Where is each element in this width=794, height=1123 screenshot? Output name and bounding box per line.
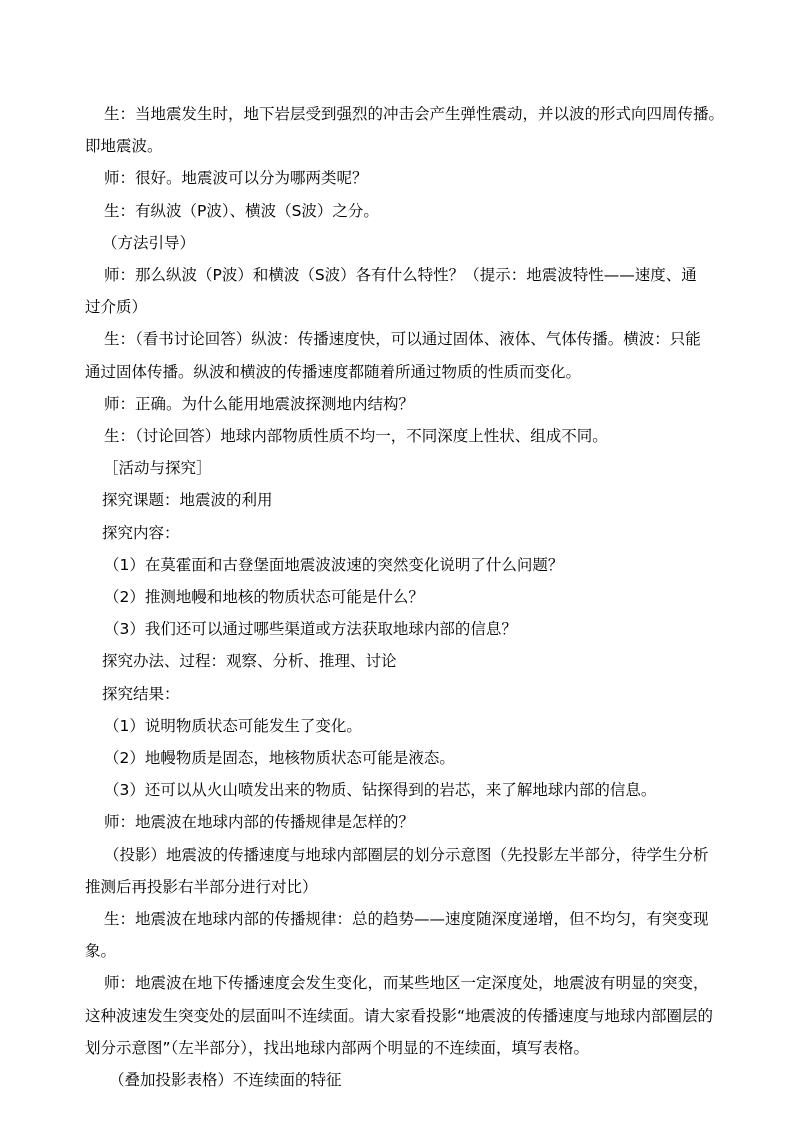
paragraph-24 [109, 1064, 724, 1096]
paragraph-23-line-2: 这种波速发生突变处的层面叫不连续面。请大家看投影“地震波的传播速度与地球内部圈层的 [85, 1006, 714, 1025]
research-result-2: （2）地幔物质是固态，地核物质状态可能是液态。 [104, 749, 455, 768]
paragraph-23 [85, 967, 724, 1064]
research-question-2: （2）推测地幔和地核的物质状态可能是什么？ [104, 588, 424, 607]
paragraph-13 [104, 581, 724, 613]
paragraph-4-text: （方法引导） [102, 233, 196, 252]
paragraph-18 [104, 742, 724, 774]
paragraph-22 [85, 903, 724, 967]
paragraph-11 [102, 517, 724, 549]
paragraph-7 [104, 388, 724, 420]
paragraph-21 [85, 839, 724, 903]
paragraph-10 [102, 484, 724, 516]
paragraph-3-text: 生：有纵波（P波）、横波（S波）之分。 [104, 201, 379, 220]
paragraph-12 [104, 549, 724, 581]
paragraph-1 [85, 98, 725, 162]
paragraph-3 [104, 195, 724, 227]
paragraph-22-line-2: 象。 [85, 942, 117, 961]
paragraph-5 [85, 259, 724, 323]
paragraph-2-text: 师：很好。地震波可以分为哪两类呢？ [104, 169, 368, 188]
paragraph-16 [102, 678, 724, 710]
research-result-label: 探究结果： [102, 684, 180, 703]
paragraph-7-text: 师：正确。为什么能用地震波探测地内结构？ [104, 394, 415, 413]
research-method: 探究办法、过程：观察、分析、推理、讨论 [102, 652, 397, 671]
paragraph-4 [102, 227, 724, 259]
paragraph-20-text: 师：地震波在地球内部的传播规律是怎样的？ [104, 813, 415, 832]
paragraph-14 [104, 613, 724, 645]
paragraph-1-line-1: 生：当地震发生时，地下岩层受到强烈的冲击会产生弹性震动，并以波的形式向四周传播。 [104, 105, 725, 123]
paragraph-1-line-2: 即地震波。 [85, 137, 163, 156]
paragraph-6 [85, 323, 724, 387]
paragraph-21-line-2: 推测后再投影右半部分进行对比） [85, 877, 318, 896]
paragraph-21-line-1: （投影）地震波的传播速度与地球内部圈层的划分示意图（先投影左半部分，待学生分析 [104, 845, 709, 864]
paragraph-20 [104, 806, 724, 838]
paragraph-15 [102, 645, 724, 677]
research-question-3: （3）我们还可以通过哪些渠道或方法获取地球内部的信息？ [104, 620, 517, 639]
paragraph-5-line-2: 过介质） [85, 298, 148, 317]
paragraph-22-line-1: 生：地震波在地球内部的传播规律：总的趋势——速度随深度递增，但不均匀，有突变现 [104, 910, 709, 929]
paragraph-6-line-1: 生：（看书讨论回答）纵波：传播速度快，可以通过固体、液体、气体传播。横波：只能 [104, 330, 701, 349]
paragraph-8 [104, 420, 724, 452]
paragraph-23-line-1: 师：地震波在地下传播速度会发生变化，而某些地区一定深度处，地震波有明显的突变， [104, 974, 709, 993]
research-result-1: （1）说明物质状态可能发生了变化。 [104, 716, 362, 735]
paragraph-9 [103, 452, 724, 484]
research-question-1: （1）在莫霍面和古登堡面地震波波速的突然变化说明了什么问题？ [104, 555, 564, 574]
paragraph-6-line-2: 通过固体传播。纵波和横波的传播速度都随着所通过物质的性质而变化。 [85, 362, 582, 381]
paragraph-19 [104, 774, 724, 806]
paragraph-23-line-3: 划分示意图”（左半部分），找出地球内部两个明显的不连续面，填写表格。 [85, 1038, 590, 1057]
paragraph-24-text: （叠加投影表格）不连续面的特征 [109, 1071, 342, 1090]
paragraph-8-text: 生：（讨论回答）地球内部物质性质不均一，不同深度上性状、组成不同。 [104, 427, 608, 446]
paragraph-5-line-1: 师：那么纵波（P波）和横波（S波）各有什么特性？（提示：地震波特性——速度、通 [104, 266, 697, 285]
document-page [85, 98, 725, 1096]
activity-heading: ［活动与探究］ [103, 459, 212, 478]
research-content-label: 探究内容： [102, 523, 180, 542]
paragraph-2 [104, 162, 724, 194]
paragraph-17 [104, 710, 724, 742]
research-result-3: （3）还可以从火山喷发出来的物质、钻探得到的岩芯，来了解地球内部的信息。 [104, 781, 657, 800]
research-topic: 探究课题：地震波的利用 [102, 491, 273, 510]
